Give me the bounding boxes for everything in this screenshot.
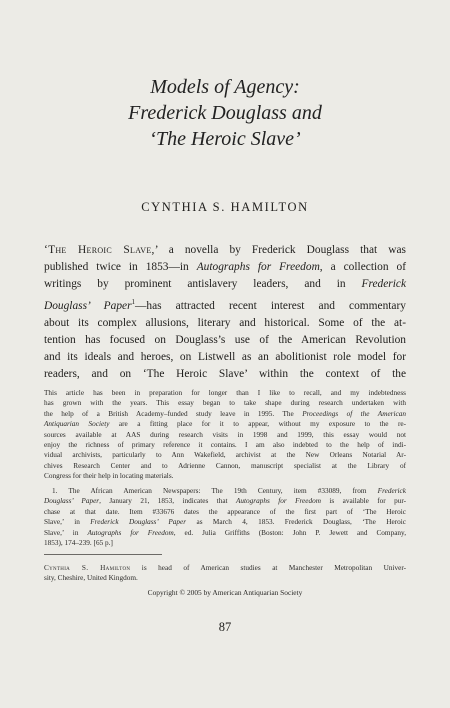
footnote-divider (44, 554, 162, 555)
body-line: Douglass’ Paper$^1$—has attracted recent interest and commentary (44, 297, 406, 312)
author-affiliation: Cynthia S. Hamilton is head of American studies at Manchester Metropolitan Univer- sity, Cheshire, United Kingdom. (44, 564, 407, 583)
title-line-1: Models of Agency: (150, 76, 300, 98)
footnote-1: 1. The African American Newspapers: The 19th Century, item #33089, from Frederick Douglass’ Paper, January 21, 1853, indicates that Autographs for Freedom is available for pur- chase at that date. Item #33676 dates the appearance of the first part of ‘The Heroic Slave,’ in Frederick Douglass’ Paper as March 4, 1853. Frederick Douglass, ‘The Heroic Slave,’ in Autographs for Freedom, ed. Julia Griffiths (Boston: John P. Jewett and Company, 1853), 174–239. [65 p.] (44, 487, 407, 548)
article-title (60, 74, 390, 152)
body-line: ‘The Heroic Slave,’ a novella by Frederick Douglass that was (44, 244, 406, 256)
page-number: 87 (218, 620, 232, 634)
author-name: CYNTHIA S. HAMILTON (141, 200, 309, 214)
body-line: tention has focused on Douglass’s use of the American Revolution (44, 333, 406, 346)
body-text (44, 242, 406, 383)
body-line: writings by prominent antislavery leaders, and in Frederick (44, 278, 406, 291)
footnote-marker: 1 (131, 297, 135, 306)
body-line: and its ideals and heroes, on Listwell as an abolitionist role model for (44, 351, 406, 364)
title-line-3: ‘The Heroic Slave’ (149, 128, 301, 150)
copyright-line: Copyright © 2005 by American Antiquarian Society (147, 588, 303, 597)
body-line: published twice in 1853—in Autographs for Freedom, a collection of (44, 261, 406, 274)
title-line-2: Frederick Douglass and (128, 102, 322, 124)
body-line: about its complex allusions, literary and historical. Some of the at- (44, 316, 406, 329)
acknowledgement-note: This article has been in preparation for longer than I like to recall, and my indebtedness has grown with the years. This essay began to take shape during research undertaken with the help of a British Academy–funded study leave in 1995. The Proceedings of the American Antiquarian Society are a fitting place for it to appear, without my exposure to the re- sources available at AAS during research visits in 1998 and 1999, this essay would not enjoy the richness of primary reference it contains. I am also indebted to the help of indi- vidual archivists, particularly to Ann Wakefield, archivist at the New Orleans Notarial Ar- chives Research Center and to Adrienne Cannon, manuscript specialist at the Library of Congress for their help in locating materials. (44, 389, 406, 481)
body-line: readers, and on ‘The Heroic Slave’ within the context of the (44, 368, 406, 381)
